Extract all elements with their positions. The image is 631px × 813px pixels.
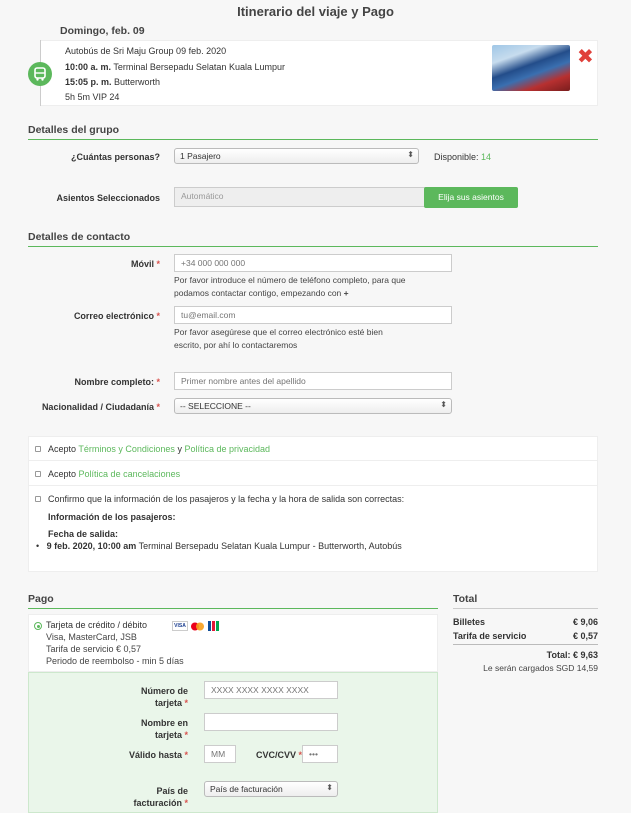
persons-label: ¿Cuántas personas? (70, 152, 160, 162)
choose-seats-button[interactable]: Elija sus asientos (424, 187, 518, 208)
billing-country-select[interactable] (204, 781, 338, 797)
page-title: Itinerario del viaje y Pago (237, 4, 394, 19)
departure-place: Terminal Bersepadu Selatan Kuala Lumpur (113, 62, 285, 72)
confirm-text: Confirmo que la información de los pasajeros y la fecha y la hora de salida son correctas: (48, 494, 405, 504)
remove-trip-icon[interactable]: ✖ (577, 46, 594, 68)
total-amount: Total: € 9,63 (546, 650, 598, 660)
valid-until-label: Válido hasta * (128, 750, 188, 760)
fullname-label: Nombre completo: * (74, 377, 160, 387)
cancellation-text: Acepto Política de cancelaciones (48, 469, 181, 479)
terms-checkbox[interactable] (35, 446, 41, 452)
expiry-month-input[interactable] (204, 745, 236, 763)
card-number-input[interactable] (204, 681, 338, 699)
trip-arrival (65, 77, 160, 87)
contact-details-heading: Detalles de contacto (28, 231, 598, 247)
terms-text: Acepto Términos y Condiciones y Política de privacidad (48, 444, 271, 454)
billing-country-value: País de facturación (210, 784, 283, 794)
nationality-select[interactable] (174, 398, 452, 414)
trip-details: 5h 5m VIP 24 (65, 92, 120, 102)
nationality-value: -- SELECCIONE -- (180, 401, 251, 411)
departure-time: 10:00 a. m. (65, 62, 112, 72)
total-heading: Total (453, 593, 598, 609)
trip-operator: Autobús de Sri Maju Group 09 feb. 2020 (65, 46, 227, 56)
bus-photo (492, 45, 570, 91)
cvc-label: CVC/CVV * (255, 750, 302, 760)
tickets-value: € 9,06 (572, 617, 598, 627)
card-number-label: Número de tarjeta * (140, 686, 188, 708)
privacy-link[interactable]: Política de privacidad (184, 444, 271, 454)
cancellation-link[interactable]: Política de cancelaciones (78, 469, 181, 479)
available-label: Disponible: (434, 152, 479, 162)
payment-heading: Pago (28, 593, 438, 609)
divider (28, 460, 598, 461)
card-name-input[interactable] (204, 713, 338, 731)
fullname-input[interactable] (174, 372, 452, 390)
charged-amount: Le serán cargados SGD 14,59 (483, 663, 598, 673)
seats-label: Asientos Seleccionados (56, 193, 160, 203)
bus-icon (28, 62, 52, 86)
cancellation-checkbox[interactable] (35, 471, 41, 477)
cvc-input[interactable] (302, 745, 338, 763)
departure-date-heading: Fecha de salida: (48, 529, 119, 539)
available-value: 14 (481, 152, 492, 162)
mastercard-icon (190, 622, 206, 633)
terms-box (28, 436, 598, 572)
confirm-checkbox[interactable] (35, 496, 41, 502)
card-radio[interactable] (34, 622, 42, 630)
divider (453, 644, 598, 645)
visa-icon: VISA (172, 621, 188, 631)
seats-field: Automático (174, 187, 426, 207)
service-fee-value: € 0,57 (572, 631, 598, 641)
divider (28, 485, 598, 486)
payment-method-label: Tarjeta de crédito / débito (46, 620, 148, 630)
service-fee-label: Tarifa de servicio (453, 631, 527, 641)
accepted-cards: Visa, MasterCard, JSB (46, 632, 137, 642)
persons-value: 1 Pasajero (180, 151, 221, 161)
mobile-input[interactable] (174, 254, 452, 272)
trip-date: Domingo, feb. 09 (60, 25, 145, 37)
card-name-label: Nombre en tarjeta * (140, 718, 188, 740)
jcb-icon (208, 621, 219, 631)
email-help: Por favor asegúrese que el correo electrónico esté bien escrito, por ahí lo contactaremos (174, 327, 383, 350)
mobile-label: Móvil * (130, 259, 160, 269)
billing-country-label: País de facturación * (133, 786, 188, 808)
mobile-help: Por favor introduce el número de teléfono completo, para que podamos contactar contigo, empezando con + (174, 275, 406, 298)
departure-item: • 9 feb. 2020, 10:00 am Terminal Bersepadu Selatan Kuala Lumpur - Butterworth, Autobús (36, 541, 402, 551)
persons-select[interactable] (174, 148, 419, 164)
group-details-heading: Detalles del grupo (28, 124, 598, 140)
arrival-time: 15:05 p. m. (65, 77, 112, 87)
available-count (434, 152, 491, 162)
passenger-info-heading: Información de los pasajeros: (48, 512, 176, 522)
select-arrows-icon: ⬍ (407, 150, 414, 159)
nationality-label: Nacionalidad / Ciudadanía * (41, 402, 160, 412)
arrival-place: Butterworth (114, 77, 161, 87)
tickets-label: Billetes (453, 617, 486, 627)
terms-link[interactable]: Términos y Condiciones (78, 444, 175, 454)
email-input[interactable] (174, 306, 452, 324)
trip-departure (65, 62, 285, 72)
select-arrows-icon: ⬍ (440, 400, 447, 409)
refund-period: Periodo de reembolso - min 5 días (46, 656, 184, 666)
email-label: Correo electrónico * (73, 311, 160, 321)
payment-fee: Tarifa de servicio € 0,57 (46, 644, 142, 654)
select-arrows-icon: ⬍ (326, 783, 333, 792)
